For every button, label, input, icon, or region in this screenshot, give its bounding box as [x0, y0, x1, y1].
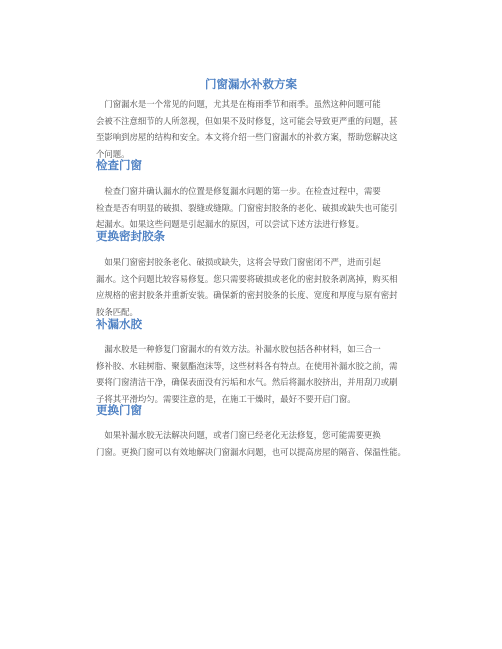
paragraph-line: 漏水胶是一种修复门窗漏水的有效方法。补漏水胶包括各种材料，如三合一 [96, 344, 381, 354]
paragraph-line: 检查门窗并确认漏水的位置是修复漏水问题的第一步。在检查过程中，需要 [96, 186, 381, 196]
section-paragraph-replace-doors-windows [96, 427, 406, 460]
section-heading-replace-seal-strip: 更换密封胶条 [96, 229, 165, 243]
paragraph-line: 检查是否有明显的破损、裂缝或缝隙。门窗密封胶条的老化、破损或缺失也可能引 [96, 202, 398, 213]
paragraph-line: 修补胶、水硅树脂、聚氨酯泡沫等，这些材料各有特点。在使用补漏水胶之前，需 [96, 360, 398, 371]
paragraph-line: 漏水。这个问题比较容易修复。您只需要将破损或老化的密封胶条剥离掉，购买相 [96, 273, 398, 284]
paragraph-line: 会被不注意细节的人所忽视，但如果不及时修复，这可能会导致更严重的问题，甚 [96, 115, 398, 126]
intro-paragraph [96, 96, 398, 162]
paragraph-line: 要将门窗清洁干净，确保表面没有污垢和水气。然后将漏水胶挤出，并用刮刀或刷 [96, 377, 398, 388]
section-heading-leak-repair-glue: 补漏水胶 [96, 317, 142, 331]
section-heading-replace-doors-windows: 更换门窗 [96, 403, 142, 417]
paragraph-line: 个问题。 [96, 148, 130, 159]
section-paragraph-replace-seal-strip [96, 254, 398, 320]
paragraph-line: 如果门窗密封胶条老化、破损或缺失，这将会导致门窗密闭不严，进而引起 [96, 257, 381, 267]
document-title: 门窗漏水补救方案 [205, 77, 297, 91]
paragraph-line: 门窗漏水是一个常见的问题，尤其是在梅雨季节和雨季。虽然这种问题可能 [96, 99, 381, 109]
paragraph-line: 如果补漏水胶无法解决问题，或者门窗已经老化无法修复，您可能需要更换 [96, 430, 381, 440]
paragraph-line: 应规格的密封胶条并重新安装。确保新的密封胶条的长度、宽度和厚度与原有密封 [96, 290, 398, 301]
paragraph-line: 子将其平滑均匀。需要注意的是，在施工干燥时，最好不要开启门窗。 [96, 393, 356, 404]
section-heading-check-doors-windows: 检查门窗 [96, 158, 142, 172]
section-paragraph-leak-repair-glue [96, 341, 398, 407]
paragraph-line: 胶条匹配。 [96, 306, 138, 317]
paragraph-line: 起漏水。如果这些问题是引起漏水的原因，可以尝试下述方法进行修复。 [96, 219, 364, 230]
paragraph-line: 门窗。更换门窗可以有效地解决门窗漏水问题，也可以提高房屋的隔音、保温性能。 [96, 446, 406, 457]
section-paragraph-check-doors-windows [96, 183, 398, 233]
paragraph-line: 至影响到房屋的结构和安全。本文将介绍一些门窗漏水的补救方案，帮助您解决这 [96, 132, 398, 143]
